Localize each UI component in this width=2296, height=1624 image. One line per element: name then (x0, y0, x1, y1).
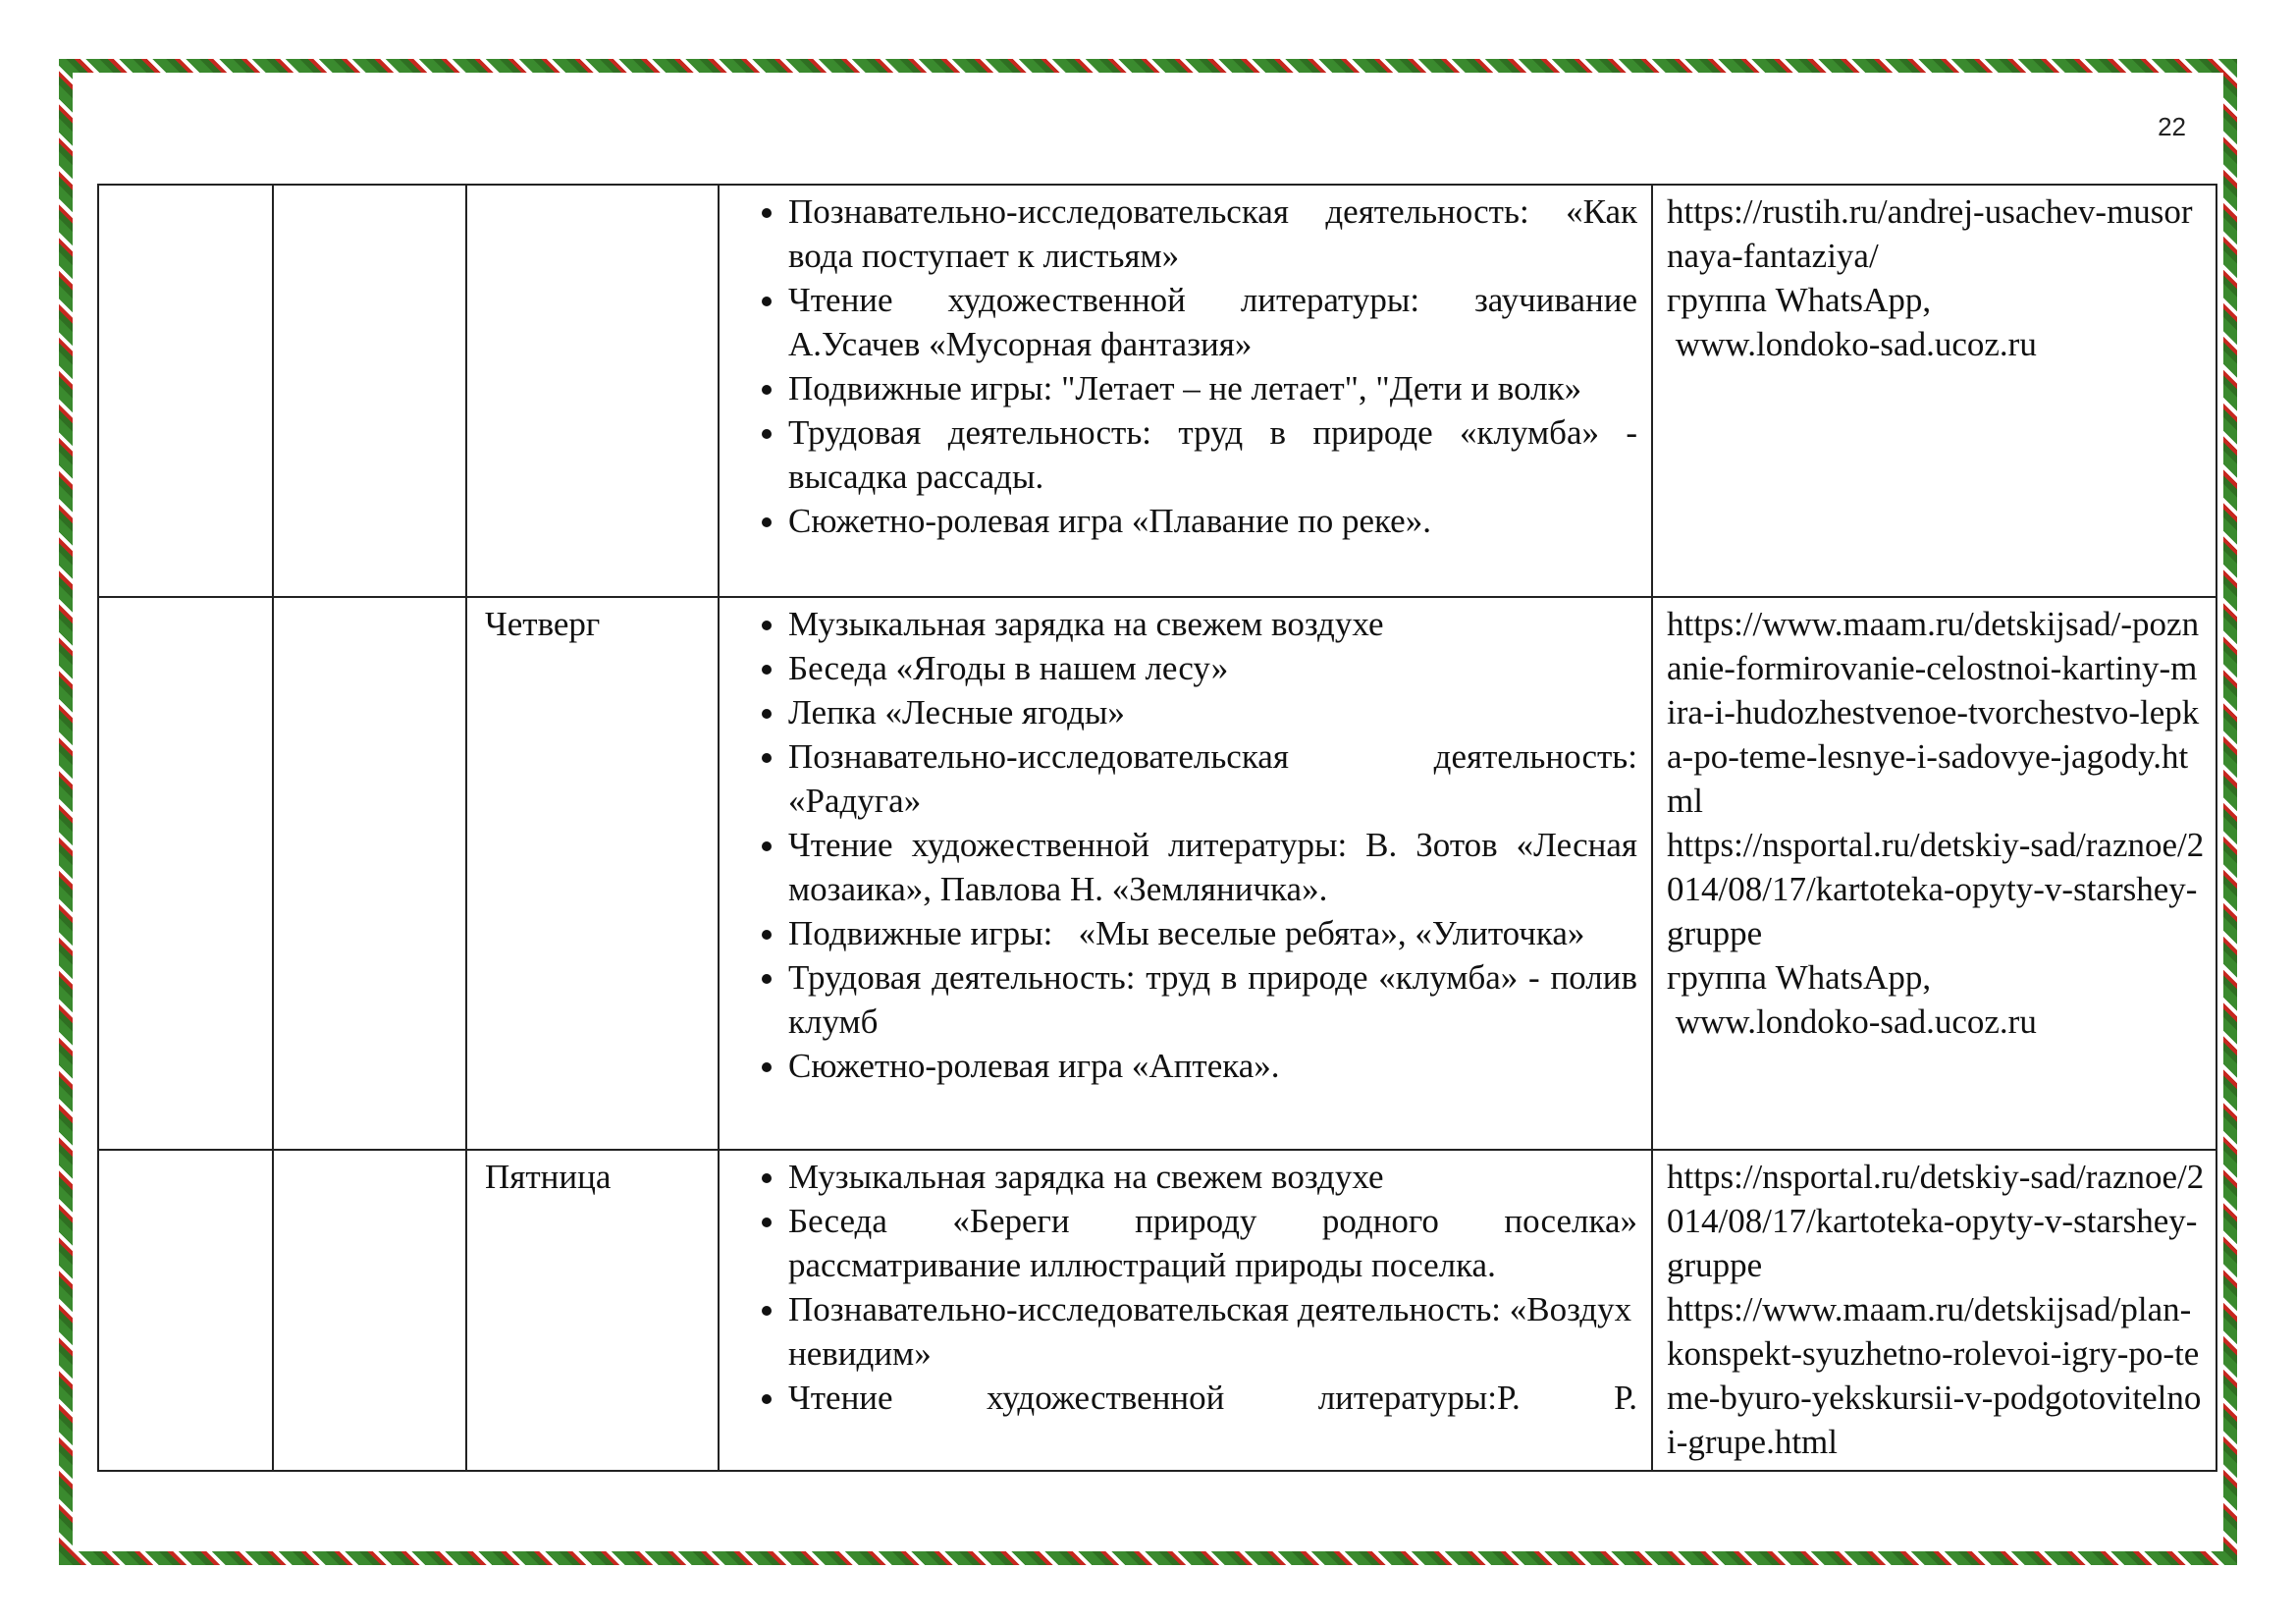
resource-link[interactable]: https://www.maam.ru/detskijsad/-poznanie-formirovanie-celostnoi-kartiny-mira-i-hudozhestvenoe-tvorchestvo-lepka-po-teme-lesnye-i-sadovye-jagody.html (1667, 605, 2200, 820)
day-cell: Пятница (466, 1150, 719, 1471)
activity-list (733, 189, 1641, 543)
list-item: • Трудовая деятельность: труд в природе «клумба» - высадка рассады. (788, 410, 1637, 499)
empty-cell (98, 597, 273, 1150)
resource-text: группа WhatsApp, (1667, 958, 1932, 997)
resource-link[interactable]: https://www.maam.ru/detskijsad/plan-konspekt-syuzhetno-rolevoi-igry-po-teme-byuro-yekskursii-v-podgotovitelnoi-grupe.html (1667, 1290, 2202, 1461)
list-item: • Познавательно-исследовательская деятельность: «Как вода поступает к листьям» (788, 189, 1637, 278)
activities-cell (719, 185, 1652, 597)
list-item: • Лепка «Лесные ягоды» (788, 690, 1637, 734)
resource-link[interactable]: www.londoko-sad.ucoz.ru (1667, 325, 2037, 363)
table-row (98, 597, 2216, 1150)
list-item: • Музыкальная зарядка на свежем воздухе (788, 1155, 1637, 1199)
empty-cell (273, 1150, 466, 1471)
resource-link[interactable]: https://nsportal.ru/detskiy-sad/raznoe/2014/08/17/kartoteka-opyty-v-starshey-gruppe (1667, 826, 2205, 952)
page-number: 22 (2158, 112, 2186, 141)
activity-list (733, 602, 1641, 1088)
list-item: • Музыкальная зарядка на свежем воздухе (788, 602, 1637, 646)
resource-link[interactable]: https://nsportal.ru/detskiy-sad/raznoe/2014/08/17/kartoteka-opyty-v-starshey-gruppe (1667, 1158, 2205, 1284)
list-item: • Сюжетно-ролевая игра «Аптека». (788, 1044, 1637, 1088)
empty-cell (273, 597, 466, 1150)
empty-cell (98, 1150, 273, 1471)
list-item: • Познавательно-исследовательская деятельность: «Воздух невидим» (788, 1287, 1637, 1376)
list-item: • Подвижные игры: "Летает – не летает", "Дети и волк» (788, 366, 1637, 410)
table-row (98, 1150, 2216, 1471)
list-item: • Чтение художественной литературы: заучивание А.Усачев «Мусорная фантазия» (788, 278, 1637, 366)
list-item: • Сюжетно-ролевая игра «Плавание по реке». (788, 499, 1637, 543)
day-cell: Четверг (466, 597, 719, 1150)
list-item: • Подвижные игры: «Мы веселые ребята», «Улиточка» (788, 911, 1637, 955)
activities-cell (719, 1150, 1652, 1471)
empty-cell (98, 185, 273, 597)
resource-link[interactable]: www.londoko-sad.ucoz.ru (1667, 1002, 2037, 1041)
activities-cell (719, 597, 1652, 1150)
table-row (98, 185, 2216, 597)
empty-cell (273, 185, 466, 597)
resource-text: группа WhatsApp, (1667, 281, 1932, 319)
activity-list (733, 1155, 1641, 1420)
day-cell (466, 185, 719, 597)
resources-cell (1652, 597, 2216, 1150)
list-item: • Чтение художественной литературы: В. Зотов «Лесная мозаика», Павлова Н. «Земляничка». (788, 823, 1637, 911)
list-item: • Беседа «Ягоды в нашем лесу» (788, 646, 1637, 690)
list-item: • Беседа «Береги природу родного поселка» рассматривание иллюстраций природы поселка. (788, 1199, 1637, 1287)
resource-link[interactable]: https://rustih.ru/andrej-usachev-musornaya-fantaziya/ (1667, 192, 2193, 275)
resources-cell (1652, 185, 2216, 597)
list-item: • Познавательно-исследовательская деятельность: «Радуга» (788, 734, 1637, 823)
list-item: • Трудовая деятельность: труд в природе «клумба» - полив клумб (788, 955, 1637, 1044)
list-item: • Чтение художественной литературы:Р. Р. (788, 1376, 1637, 1420)
plan-table (97, 184, 2217, 1472)
resources-cell (1652, 1150, 2216, 1471)
